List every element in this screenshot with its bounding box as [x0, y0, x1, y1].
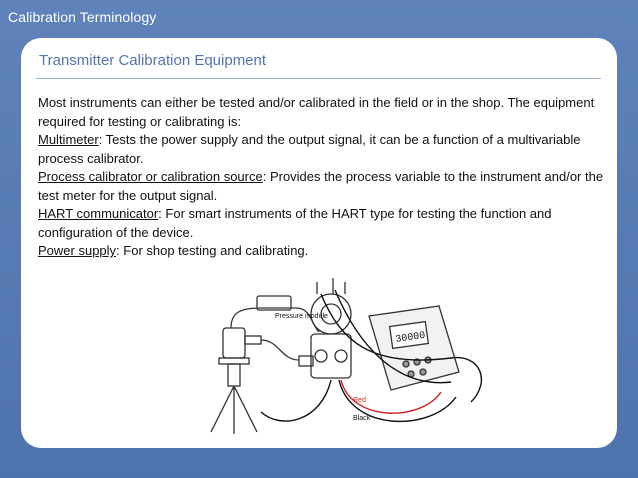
- list-item: [38, 205, 608, 242]
- term-hart-communicator: HART communicator: [38, 206, 159, 221]
- content-card: [21, 38, 617, 448]
- black-lead-label: Black: [353, 415, 371, 422]
- list-item: [38, 168, 608, 205]
- list-item: [38, 242, 608, 261]
- body-text: [38, 94, 608, 261]
- calibration-setup-diagram: [201, 272, 501, 442]
- term-description: : For smart instruments of the HART type for testing the function and configuration of the device.: [38, 206, 552, 240]
- title-divider: [36, 78, 601, 79]
- pressure-module-label: Pressure module: [275, 313, 328, 320]
- header-title: Calibration Terminology: [8, 9, 157, 25]
- term-description: : For shop testing and calibrating.: [116, 243, 309, 258]
- calibrator-display-value: 30000: [394, 330, 427, 346]
- transmitter-icon: [299, 278, 351, 378]
- intro-paragraph: Most instruments can either be tested and/or calibrated in the field or in the shop. The equipment required for testing or calibrating is:: [38, 95, 595, 129]
- term-description: : Provides the process variable to the instrument and/or the test meter for the output signal.: [38, 169, 604, 203]
- term-multimeter: Multimeter: [38, 132, 99, 147]
- term-description: : Tests the power supply and the output signal, it can be a function of a multivariable process calibrator.: [38, 132, 581, 166]
- slide-subtitle: Transmitter Calibration Equipment: [39, 52, 267, 69]
- term-power-supply: Power supply: [38, 243, 117, 258]
- list-item: [38, 131, 608, 168]
- red-lead-label: Red: [353, 397, 366, 404]
- term-process-calibrator: Process calibrator or calibration source: [38, 169, 263, 184]
- calibration-setup-illustration: [201, 272, 501, 442]
- process-calibrator-icon: [369, 306, 459, 390]
